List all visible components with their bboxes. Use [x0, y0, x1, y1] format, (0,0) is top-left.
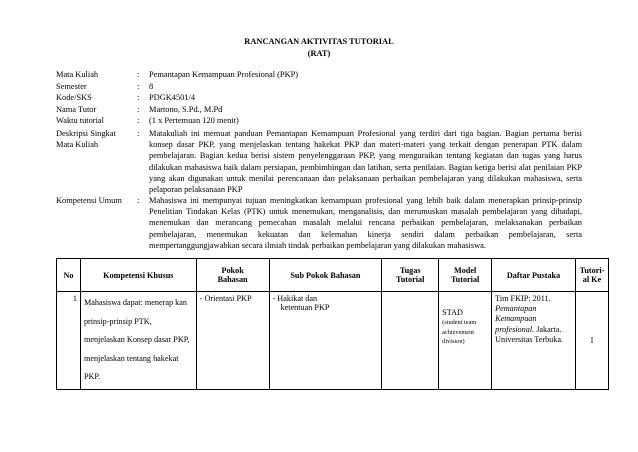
info-label: Semester — [56, 81, 87, 91]
competency-text: Mahasiswa ini mempunyai tujuan meningkatkan kemampuan profesional yang lebih baik dalam menerapkan prinsip-prinsip Penelitian Tindakan Kelas (PTK) untuk menemukan, menganalisis, dan merumuskan masalah pembelajaran yang dihadapi, menemukan dan merancang pemecahan masalah melalui rencana perbaikan pembelajaran, melaksanakan perbaikan pembelajaran, menemukan kekuatan dan kelemahan kinerja sendiri dalam perbaikan pembelajaran, serta mempertanggungjawabkan secara ilmiah tindak perbaikan pembelajaran yang dilakukan mahasiswa. — [149, 196, 582, 250]
cell-competency: Mahasiswa dapat: menerap kan prinsip-prinsip PTK, menjelaskan Konsep dasar PKP, menjelaskan tentang hakekat PKP. — [80, 292, 196, 390]
header-topic — [196, 259, 269, 292]
course-info — [56, 69, 298, 127]
subtopic-line1: - Hakikat dan — [272, 294, 318, 303]
header-model — [439, 259, 492, 292]
info-colon: : — [137, 104, 140, 114]
info-label: Mata Kuliah — [56, 70, 99, 79]
description-label-line1: Deskripsi Singkat — [56, 129, 116, 138]
cell-references — [492, 292, 576, 390]
tutorial-table — [56, 258, 609, 390]
reference-author: Tim FKIP: 2011. — [495, 294, 551, 303]
header-topic-line2: Bahasan — [217, 275, 248, 284]
cell-task — [382, 292, 439, 390]
description-label-line2: Mata Kuliah — [56, 140, 99, 150]
competency-label: Kompetensi Umum — [56, 196, 122, 205]
header-model-line1: Model — [453, 266, 477, 275]
header-task-line1: Tugas — [399, 266, 421, 275]
info-row-tutor — [56, 104, 298, 116]
info-colon: : — [137, 93, 140, 103]
cell-no: 1 — [57, 292, 81, 390]
page-subtitle: (RAT) — [307, 49, 331, 58]
info-row-time — [56, 115, 298, 127]
cell-session: I — [575, 292, 608, 390]
header-references: Daftar Pustaka — [492, 259, 576, 292]
cell-topic: - Orientasi PKP — [196, 292, 269, 390]
info-row-course — [56, 69, 298, 81]
info-colon: : — [137, 70, 140, 79]
header-session — [575, 259, 608, 292]
info-row-code — [56, 92, 298, 104]
reference-title: Pemantapan Kemampuan profesional. — [495, 304, 537, 334]
header-model-line2: Tutorial — [450, 275, 480, 284]
cell-subtopic — [269, 292, 382, 390]
subtopic-line2: ketentuan PKP — [280, 303, 330, 312]
info-colon: : — [137, 81, 140, 91]
header-task-line2: Tutorial — [396, 275, 425, 284]
info-value: (1 x Pertemuan 120 menit) — [149, 116, 239, 126]
header-topic-line1: Pokok — [221, 266, 244, 275]
table-row — [57, 292, 609, 390]
description-text: Matakuliah ini memuat panduan Pemantapan Kemampuan Profesional yang terdiri dari tiga bagian. Bagian pertama berisi konsep dasar PKP, yang menjelaskan tentang hakekat PKP dan materi-materi yang terkait dengan penerapan PTK dalam pembelajaran. Bagian kedua berisi sistem penyelenggaraan PKP, yang menguraikan tentang kegiatan dan tugas yang harus dilakukan mahasiswa baik dalam persiapan, pembimbingan dan latihan, serta penilaian. Bagian ketiga berisi alat penilaian PKP yang akan digunakan untuk menilai perencanaan dan pelaksanaan perbaikan pembelajaran yang dilakukan mahasiswa, serta pelaporan pelaksanaan PKP — [149, 129, 582, 195]
reference-publisher: Jakarta. Universitas Terbuka. — [495, 324, 564, 344]
cell-model — [439, 292, 492, 390]
info-value: PDGK4501/4 — [149, 93, 196, 103]
info-row-semester — [56, 81, 298, 93]
description-colon: : — [137, 129, 140, 138]
header-competency: Kompetensi Khusus — [80, 259, 196, 292]
table-header-row — [57, 259, 609, 292]
header-session-line2: al Ke — [582, 275, 602, 284]
info-value: Martono, S.Pd., M.Pd — [149, 104, 223, 114]
header-subtopic: Sub Pokok Bahasan — [269, 259, 382, 292]
info-label: Waktu tutorial — [56, 116, 104, 126]
general-competency — [56, 195, 582, 251]
info-colon: : — [137, 116, 140, 126]
header-task — [382, 259, 439, 292]
header-session-line1: Tutori- — [579, 266, 605, 275]
info-value: 8 — [149, 81, 154, 91]
info-value: Pemantapan Kemampuan Profesional (PKP) — [149, 70, 299, 79]
competency-colon: : — [137, 196, 140, 205]
model-note: (student team achievement division) — [442, 319, 477, 346]
info-label: Nama Tutor — [56, 104, 97, 114]
header-no: No — [57, 259, 81, 292]
description-label — [56, 128, 137, 195]
model-name: STAD — [442, 308, 463, 317]
page-title: RANCANGAN AKTIVITAS TUTORIAL — [244, 37, 394, 46]
course-description — [56, 128, 582, 195]
info-label: Kode/SKS — [56, 93, 92, 103]
